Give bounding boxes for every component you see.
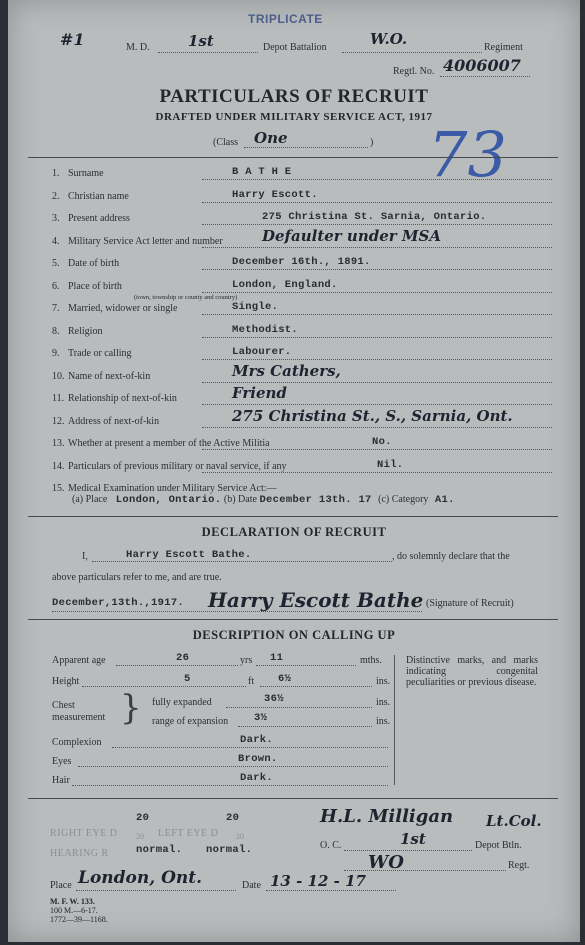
field-number: 3. [52, 213, 60, 224]
medical-category: A1. [434, 494, 455, 506]
class-label: (Class [213, 137, 238, 148]
recruit-form: TRIPLICATE #1 M. D. 1st Depot Battalion W.O. Regiment Regtl. No. 4006007 PARTICULARS OF RECRUIT DRAFTED UNDER MILITARY SERVICE ACT, 1917 (Class One ) 73 1. Surname B A T H E 2. Christian name Harry Escott. 3. Present address 275 Christina St. Sarnia, Ontario. 4. Military Service Act letter and number Defaulter under MSA 5. Date of birth December 16th., 1891. 6. Place of birth London, England. (town, township or county and country) 7. Married, widower or single Single. 8. Religion Methodist. 9. Trade or calling Labourer. 10. Name of next-of-kin Mrs Cathers, 11. Relationship of next-of-kin Friend 12. Address of next-of-kin 275 Christina St., S., Sarnia, Ont. 13. Whether at present a member of the Active Militia No. 14. Particulars of previous military or naval service, if any Nil. 15. Medical Examination under Military Service Act:— (a) Place London, Ontario. (b) Date December 13th. 17 (c) Category A1. DECLARATION OF RECRUIT I, Harry Escott Bathe. , do solemnly declare that the above particulars refer to me, and are true. December,13th.,1917. Harry Escott Bathe (Signature of Recruit) DESCRIPTION ON CALLING UP Apparent age 26 yrs 11 mths. Height 5 ft 6½ ins. Chest measurement } fully expanded 36½ ins. range of expansion 3½ ins. Complexion Dark. Eyes Brown. Hair Dark. Distinctive marks, and marks indicating congenital peculiarities or previous disease. 20 20 RIGHT EYE D 20 LEFT EYE D 20 HEARING R normal. normal. H.L. Milligan Lt.Col. O. C. 1st Depot Btln. WO Regt. Place London, Ont. Date 13 - 12 - 17 M. F. W. 133. 100 M.—6-17. 1772—39—1168. [8, 0, 580, 942]
field-label: Christian name [68, 190, 129, 202]
triplicate-stamp: TRIPLICATE [248, 12, 323, 26]
field-label: Relationship of next-of-kin [68, 393, 177, 404]
field-number: 14. [52, 460, 65, 472]
field-number: 13. [52, 438, 65, 449]
field-label: Address of next-of-kin [68, 415, 160, 427]
medical-row: (a) Place London, Ontario. (b) Date December 13th. 17 (c) Category A1. [72, 494, 455, 506]
medical-place: London, Ontario. [115, 494, 222, 506]
field-label: Military Service Act letter and number [68, 235, 223, 247]
class-close: ) [370, 137, 374, 148]
field-label: Surname [68, 168, 104, 179]
field-value: No. [372, 436, 392, 448]
footer-place: London, Ont. [78, 868, 203, 888]
field-number: 12. [52, 415, 65, 427]
field-value: Mrs Cathers, [232, 361, 341, 380]
footer-date: 13 - 12 - 17 [270, 872, 366, 890]
depot-value: 1st [188, 32, 214, 50]
hearing-label: HEARING R [50, 848, 109, 859]
field-label: Name of next-of-kin [68, 370, 151, 382]
field-row [52, 190, 552, 204]
hair-value: Dark. [240, 772, 274, 784]
left-eye-label: LEFT EYE D [158, 828, 219, 839]
field-row [52, 460, 552, 474]
field-label: Medical Examination under Military Service Act:— [68, 483, 277, 494]
field-value: December 16th., 1891. [232, 256, 371, 268]
field-label: Whether at present a member of the Active Militia [68, 438, 270, 449]
md-number: #1 [60, 30, 85, 49]
field-value: Friend [232, 384, 287, 402]
chest-range: 3½ [254, 712, 268, 724]
chest-brace: } [120, 688, 142, 728]
description-title: DESCRIPTION ON CALLING UP [192, 628, 396, 642]
field-value: Methodist. [232, 323, 299, 336]
height-in: 6½ [278, 673, 292, 685]
field-value: Defaulter under MSA [262, 226, 441, 245]
age-years: 26 [176, 652, 190, 664]
field-number: 9. [52, 348, 60, 359]
field-row [52, 257, 552, 271]
field-number: 1. [52, 168, 60, 179]
field-label: Place of birth [68, 280, 122, 292]
chest-fully: 36½ [264, 693, 284, 705]
field-label: Religion [68, 325, 103, 337]
field-number: 7. [52, 303, 60, 314]
recruit-signature: Harry Escott Bathe [208, 588, 424, 612]
field-number: 4. [52, 235, 60, 247]
footer-depot: 1st [400, 830, 426, 848]
hearing-right: normal. [136, 844, 183, 856]
complexion-value: Dark. [240, 734, 274, 746]
field-value: Harry Escott. [232, 188, 318, 201]
field-number: 11. [52, 393, 65, 404]
field-value: B A T H E [232, 166, 292, 178]
field-label: Particulars of previous military or naval service, if any [68, 460, 287, 472]
field-row [52, 325, 552, 339]
hearing-left: normal. [206, 844, 253, 856]
class-value: One [254, 129, 288, 147]
field-row [52, 437, 552, 451]
right-eye-label: RIGHT EYE D [50, 828, 118, 839]
field-number: 8. [52, 325, 60, 337]
regiment-value: W.O. [370, 30, 408, 48]
depot-label: Depot Battalion [263, 42, 327, 53]
field-number: 10. [52, 370, 65, 382]
field-number: 5. [52, 258, 60, 269]
big-number: 73 [428, 118, 507, 191]
field-row [52, 167, 552, 181]
height-ft: 5 [184, 673, 191, 685]
field-value: 275 Christina St. Sarnia, Ontario. [262, 211, 487, 223]
field-value: 275 Christina St., S., Sarnia, Ont. [232, 406, 513, 425]
field-label: Married, widower or single [68, 303, 178, 314]
field-row [52, 278, 552, 301]
field-value: Single. [232, 301, 279, 313]
field-label: Trade or calling [68, 348, 132, 359]
regiment-label: Regiment [484, 42, 523, 53]
field-row [52, 361, 552, 384]
field-row [52, 347, 552, 361]
oc-rank: Lt.Col. [486, 812, 542, 830]
field-row [52, 384, 552, 406]
form-title: PARTICULARS OF RECRUIT [159, 86, 429, 107]
field-row [52, 406, 552, 429]
declaration-title: DECLARATION OF RECRUIT [201, 525, 387, 539]
oc-signature: H.L. Milligan [320, 806, 454, 827]
medical-date: December 13th. 17 [259, 494, 372, 506]
field-value: Labourer. [232, 346, 292, 358]
declarant-name: Harry Escott Bathe. [126, 549, 252, 561]
regtl-label: Regtl. No. [393, 66, 435, 77]
declaration-date: December,13th.,1917. [52, 597, 185, 609]
field-value: London, England. [232, 278, 338, 291]
field-label: Present address [68, 213, 130, 224]
field-value: Nil. [377, 458, 404, 471]
divider [28, 157, 558, 158]
eyes-value: Brown. [238, 753, 278, 765]
regtl-value: 4006007 [443, 56, 521, 75]
field-row [52, 212, 552, 226]
form-subtitle: DRAFTED UNDER MILITARY SERVICE ACT, 1917 [155, 111, 433, 123]
field-number: 15. [52, 483, 65, 494]
distinctive-marks: Distinctive marks, and marks indicating congenital peculiarities or previous disease. [406, 655, 538, 688]
field-row [52, 302, 552, 316]
md-label: M. D. [126, 42, 150, 53]
field-number: 2. [52, 190, 60, 202]
field-number: 6. [52, 280, 60, 292]
field-label: Date of birth [68, 258, 120, 269]
field-row [52, 226, 552, 249]
age-months: 11 [270, 652, 284, 664]
field-note: (town, township or county and country) [134, 293, 238, 301]
footer-regt: WO [368, 852, 404, 873]
